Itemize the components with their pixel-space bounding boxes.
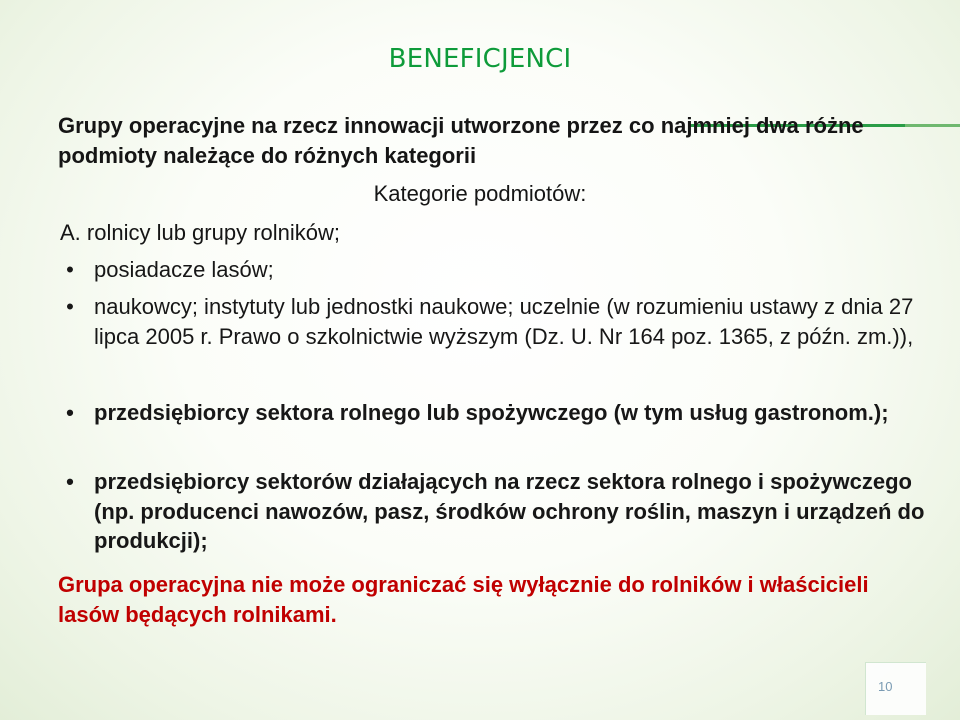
category-item <box>60 255 939 285</box>
category-item-text: naukowcy; instytuty lub jednostki naukowe; uczelnie (w rozumieniu ustawy z dnia 27 lipca 2005 r. Prawo o szkolnictwie wyższym (Dz. U. Nr 164 poz. 1365, z późn. zm.)), <box>94 294 914 349</box>
page-number: 10 <box>878 679 893 694</box>
category-item-text: posiadacze lasów; <box>94 257 274 282</box>
bullet-icon: • <box>66 257 74 282</box>
bullet-icon: • <box>66 294 74 319</box>
category-item <box>60 292 939 351</box>
warning-text: Grupa operacyjna nie może ograniczać się wyłącznie do rolników i właścicieli lasów będących rolnikami. <box>58 572 869 627</box>
categories-label: Kategorie podmiotów: <box>373 181 587 206</box>
category-item-text: przedsiębiorcy sektora rolnego lub spożywczego (w tym usług gastronom.); <box>94 400 889 425</box>
category-item-a: A. rolnicy lub grupy rolników; <box>60 220 341 245</box>
bullet-icon: • <box>66 469 74 494</box>
bullet-icon: • <box>66 400 74 425</box>
category-item-text: przedsiębiorcy sektorów działających na rzecz sektora rolnego i spożywczego (np. producenci nawozów, pasz, środków ochrony roślin, maszyn i urządzeń do produkcji); <box>94 469 925 554</box>
category-item <box>60 467 939 556</box>
slide-title: BENEFICJENCI <box>388 44 572 74</box>
category-item <box>60 398 939 428</box>
page-number-box <box>865 662 926 715</box>
intro-text: Grupy operacyjne na rzecz innowacji utworzone przez co najmniej dwa różne podmioty należące do różnych kategorii <box>58 113 864 168</box>
